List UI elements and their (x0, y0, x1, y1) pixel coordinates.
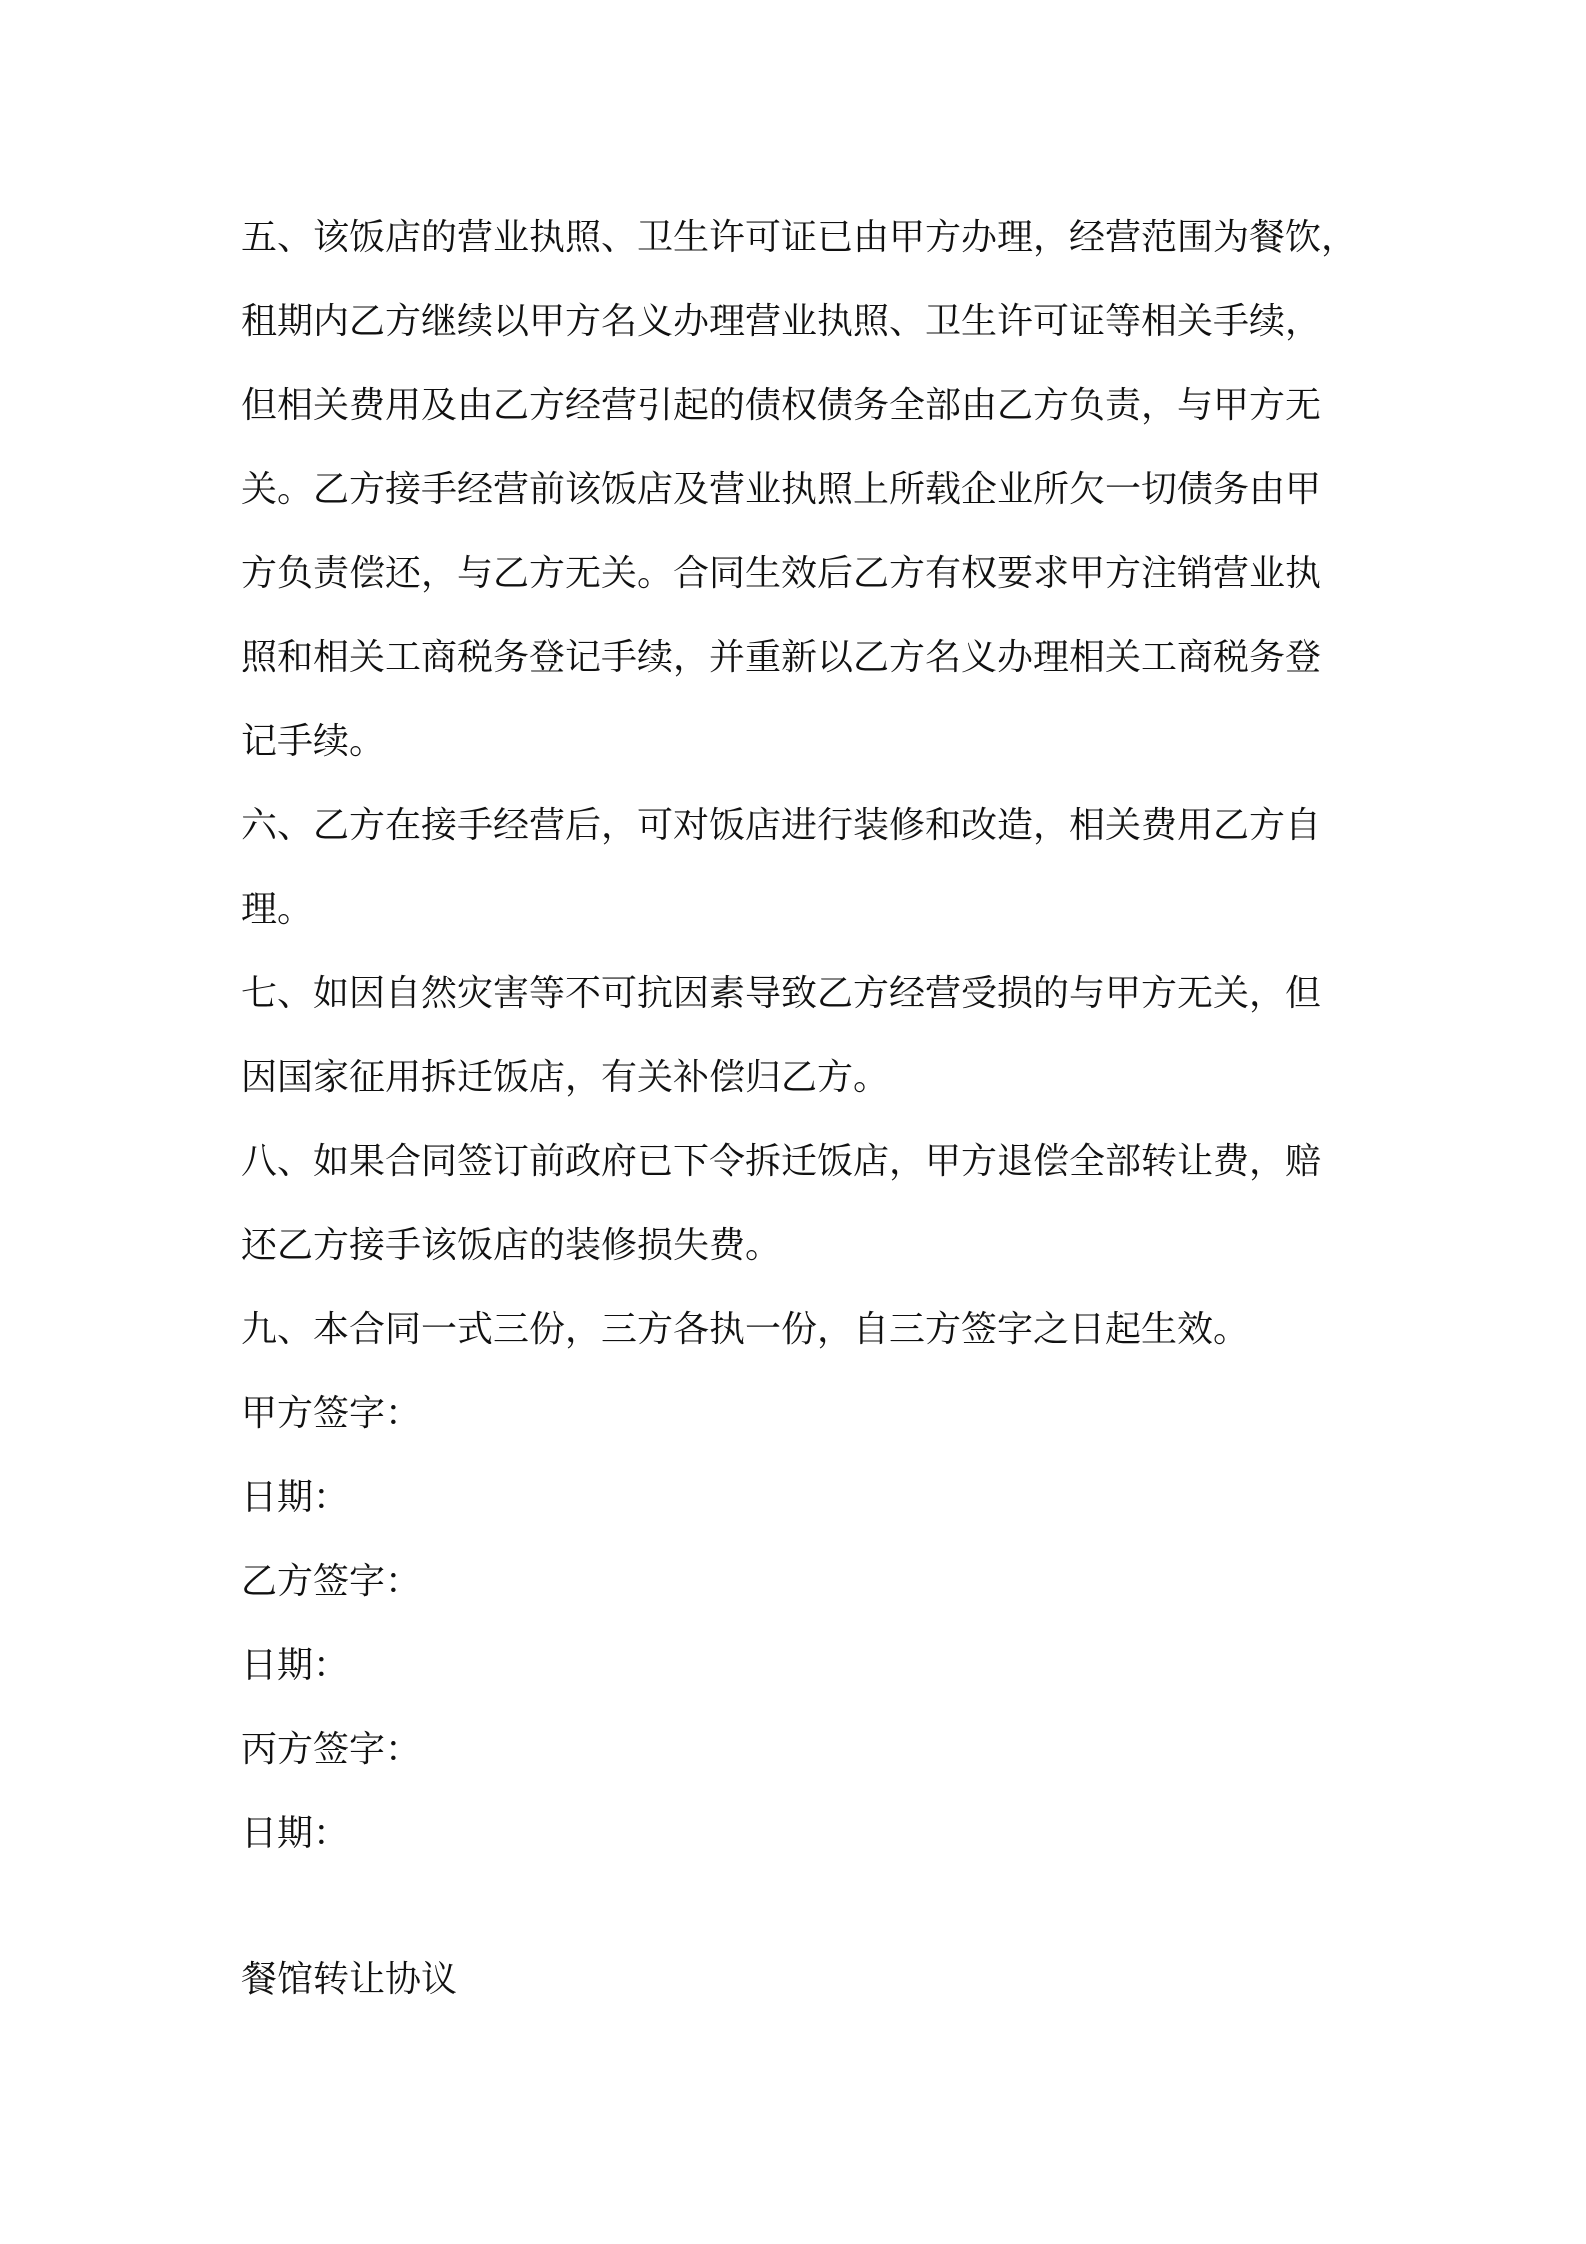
party-c-date-label: 日期： (241, 1813, 350, 1854)
party-a-date-label: 日期： (241, 1477, 350, 1518)
party-b-signature-label: 乙方签字： (241, 1561, 422, 1602)
clause-8 (241, 1120, 1366, 1288)
clause-5-line: 方负责偿还，与乙方无关。合同生效后乙方有权要求甲方注销营业执 (241, 553, 1322, 594)
clause-7-line: 七、如因自然灾害等不可抗因素导致乙方经营受损的与甲方无关，但 (241, 973, 1322, 1014)
clause-6 (241, 784, 1366, 952)
contract-body (241, 196, 1366, 1876)
clause-6-line: 六、乙方在接手经营后，可对饭店进行装修和改造，相关费用乙方自 (241, 805, 1322, 846)
clause-5-line: 租期内乙方继续以甲方名义办理营业执照、卫生许可证等相关手续， (241, 301, 1322, 342)
clause-9 (241, 1288, 1366, 1372)
clause-5-line: 五、该饭店的营业执照、卫生许可证已由甲方办理，经营范围为餐饮， (241, 217, 1358, 258)
party-a-signature-label: 甲方签字： (241, 1393, 422, 1434)
clause-8-line: 八、如果合同签订前政府已下令拆迁饭店，甲方退偿全部转让费，赔 (241, 1141, 1322, 1182)
clause-5 (241, 196, 1366, 784)
clause-5-line: 关。乙方接手经营前该饭店及营业执照上所载企业所欠一切债务由甲 (241, 469, 1322, 510)
clause-7-line: 因国家征用拆迁饭店，有关补偿归乙方。 (241, 1057, 890, 1098)
clause-8-line: 还乙方接手该饭店的装修损失费。 (241, 1225, 782, 1266)
clause-7 (241, 952, 1366, 1120)
clause-5-line: 照和相关工商税务登记手续，并重新以乙方名义办理相关工商税务登 (241, 637, 1322, 678)
clause-6-line: 理。 (241, 889, 314, 930)
signature-block (241, 1372, 1366, 1876)
document-footer-title: 餐馆转让协议 (241, 1959, 458, 2000)
party-b-date-label: 日期： (241, 1645, 350, 1686)
party-c-signature-label: 丙方签字： (241, 1729, 422, 1770)
clause-5-line: 但相关费用及由乙方经营引起的债权债务全部由乙方负责，与甲方无 (241, 385, 1322, 426)
clause-9-line: 九、本合同一式三份，三方各执一份，自三方签字之日起生效。 (241, 1309, 1250, 1350)
clause-5-line: 记手续。 (241, 721, 386, 762)
